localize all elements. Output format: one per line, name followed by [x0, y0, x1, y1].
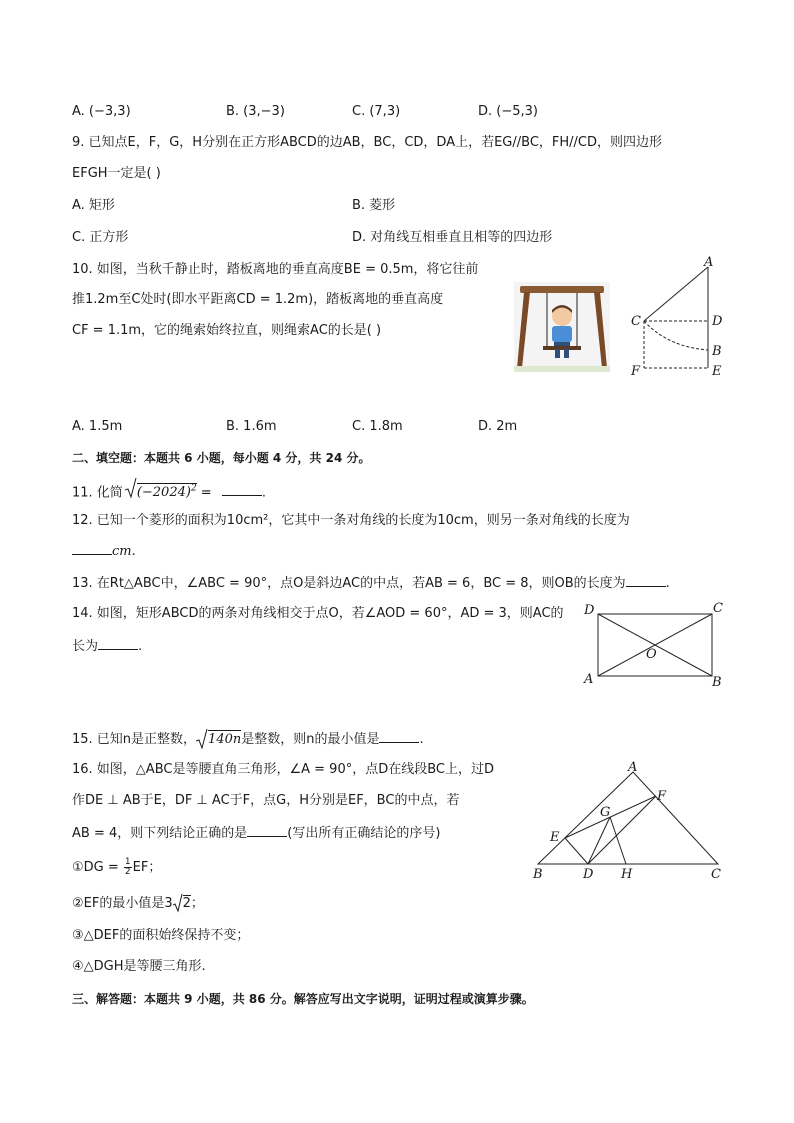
q16-statement-2 [72, 895, 204, 913]
q16-s2-suffix: ； [190, 896, 204, 911]
label-d: D [583, 867, 594, 882]
q13-answer-blank[interactable] [626, 574, 666, 587]
q10-stem-line3: CF = 1.1m，它的绳索始终拉直，则绳索AC的长是( ) [72, 323, 382, 338]
q15-prefix: 15. 已知n是正整数， [72, 732, 197, 747]
q9-stem-line1: 9. 已知点E，F，G，H分别在正方形ABCD的边AB，BC，CD，DA上，若EG//BC，FH//CD，则四边形 [72, 135, 663, 150]
q16-statement-3: ③△DEF的面积始终保持不变； [72, 928, 250, 943]
q8-option-a: A. (−3,3) [72, 104, 131, 119]
label-o: O [646, 647, 657, 662]
label-e: E [550, 830, 560, 845]
q14-answer-blank[interactable] [98, 637, 138, 650]
q8-option-b: B. (3,−3) [226, 104, 285, 119]
label-f: F [631, 364, 641, 379]
label-a: A [628, 760, 638, 775]
child-shirt [552, 326, 572, 342]
q9-option-c: C. 正方形 [72, 230, 129, 245]
q13-line: 13. 在Rt△ABC中，∠ABC = 90°，点O是斜边AC的中点，若AB = 6，BC = 8，则OB的长度为 . [72, 576, 670, 591]
segment-dg [588, 817, 610, 864]
q16-stem-line3-a: AB = 4，则下列结论正确的是 [72, 826, 248, 841]
swing-top-beam [520, 286, 604, 293]
ground [514, 366, 610, 372]
label-h: H [621, 867, 633, 882]
q11-prefix: 11. 化简 [72, 485, 123, 501]
q12-stem-line2 [72, 542, 136, 561]
q12-stem-line1: 12. 已知一个菱形的面积为10cm²，它其中一条对角线的长度为10cm，则另一条对角线的长度为 [72, 513, 630, 528]
radical-sign-icon [125, 477, 137, 499]
isosceles-right-triangle-figure [528, 760, 728, 885]
q16-s2-prefix: ②EF的最小值是3 [72, 896, 173, 911]
radical-sign-icon [196, 728, 208, 750]
q16-stem-line3-b: (写出所有正确结论的序号) [287, 826, 441, 841]
q12-unit: cm. [112, 544, 136, 559]
label-d: D [712, 314, 723, 329]
label-f: F [657, 789, 667, 804]
q16-answer-blank[interactable] [247, 824, 287, 837]
fraction-numerator: 1 [124, 857, 131, 867]
q15-suffix: 是整数，则n的最小值是 [241, 732, 380, 747]
fraction-denominator: 2 [124, 867, 131, 877]
label-c: C [631, 314, 641, 329]
q12-answer-blank[interactable] [72, 542, 112, 555]
q16-s2-radicand: 2 [182, 896, 191, 911]
q15-line: 15. 已知n是正整数， 140n是整数，则n的最小值是 . [72, 730, 424, 749]
q16-stem-line1: 16. 如图，△ABC是等腰直角三角形，∠A = 90°，点D在线段BC上，过D [72, 762, 494, 777]
q14-stem-line2: 长为 . [72, 639, 143, 654]
q11-radical [125, 480, 197, 502]
label-a: A [584, 672, 594, 687]
q10-stem-line1: 10. 如图，当秋千静止时，踏板离地的垂直高度BE = 0.5m，将它往前 [72, 262, 479, 277]
label-b: B [533, 867, 543, 882]
arc-cb-dashed [644, 321, 708, 350]
label-g: G [600, 805, 611, 820]
segment-gh [610, 817, 626, 864]
label-a: A [704, 255, 714, 270]
q16-statement-1 [72, 858, 161, 877]
q10-stem-line2: 推1.2m至C处时(即水平距离CD = 1.2m)，踏板离地的垂直高度 [72, 292, 444, 307]
swing-geometry-figure [626, 255, 736, 380]
q15-radicand: 140n [208, 732, 242, 747]
q14-stem-line1: 14. 如图，矩形ABCD的两条对角线相交于点O，若∠AOD = 60°，AD = 3，则AC的 [72, 606, 564, 621]
label-c: C [711, 867, 721, 882]
q10-option-c: C. 1.8m [352, 419, 403, 434]
q9-option-d: D. 对角线互相垂直且相等的四边形 [352, 230, 553, 245]
section2-heading: 二、填空题：本题共 6 小题，每小题 4 分，共 24 分。 [72, 451, 371, 465]
q10-option-b: B. 1.6m [226, 419, 277, 434]
q9-option-a: A. 矩形 [72, 198, 115, 213]
label-d: D [584, 603, 595, 618]
section3-heading: 三、解答题：本题共 9 小题，共 86 分。解答应写出文字说明，证明过程或演算步骤。 [72, 992, 534, 1006]
q16-statement-4: ④△DGH是等腰三角形. [72, 959, 206, 974]
rectangle-figure [580, 600, 730, 692]
label-b: B [712, 344, 722, 359]
q10-option-d: D. 2m [478, 419, 518, 434]
q16-s1-suffix: EF； [132, 860, 162, 875]
child-leg-right [564, 349, 569, 358]
q8-option-c: C. (7,3) [352, 104, 401, 119]
label-b: B [712, 675, 722, 690]
q11-radicand: (−2024) [136, 485, 191, 501]
q15-answer-blank[interactable] [379, 730, 419, 743]
radical-sign-icon [173, 893, 183, 913]
q8-option-d: D. (−5,3) [478, 104, 538, 119]
q11-answer-blank[interactable] [222, 483, 262, 496]
label-e: E [712, 364, 722, 379]
q16-s1-fraction [124, 858, 132, 877]
q13-stem: 13. 在Rt△ABC中，∠ABC = 90°，点O是斜边AC的中点，若AB = 6，BC = 8，则OB的长度为 [72, 576, 626, 591]
label-c: C [713, 601, 723, 616]
rope-ac [644, 267, 708, 321]
q11-suffix: = [196, 485, 216, 501]
q9-stem-line2: EFGH一定是( ) [72, 166, 161, 181]
swing-seat [543, 346, 581, 350]
q16-s2-radical [173, 895, 191, 913]
q10-option-a: A. 1.5m [72, 419, 123, 434]
q11-exponent: 2 [190, 484, 197, 494]
q11-line: 11. 化简 $(-2024)^2$ = . [72, 480, 266, 502]
q15-radical [196, 731, 241, 749]
segment-de [565, 838, 588, 864]
q16-stem-line2: 作DE ⊥ AB于E，DF ⊥ AC于F，点G，H分别是EF，BC的中点，若 [72, 793, 460, 808]
q14-prefix: 长为 [72, 639, 99, 654]
swing-illustration [514, 282, 610, 372]
child-leg-left [555, 349, 560, 358]
q9-option-b: B. 菱形 [352, 198, 396, 213]
q11-radicand-group [137, 483, 197, 500]
q16-stem-line3 [72, 824, 440, 843]
triangle-abc [538, 772, 718, 864]
q16-s1-prefix: ①DG = [72, 860, 123, 875]
